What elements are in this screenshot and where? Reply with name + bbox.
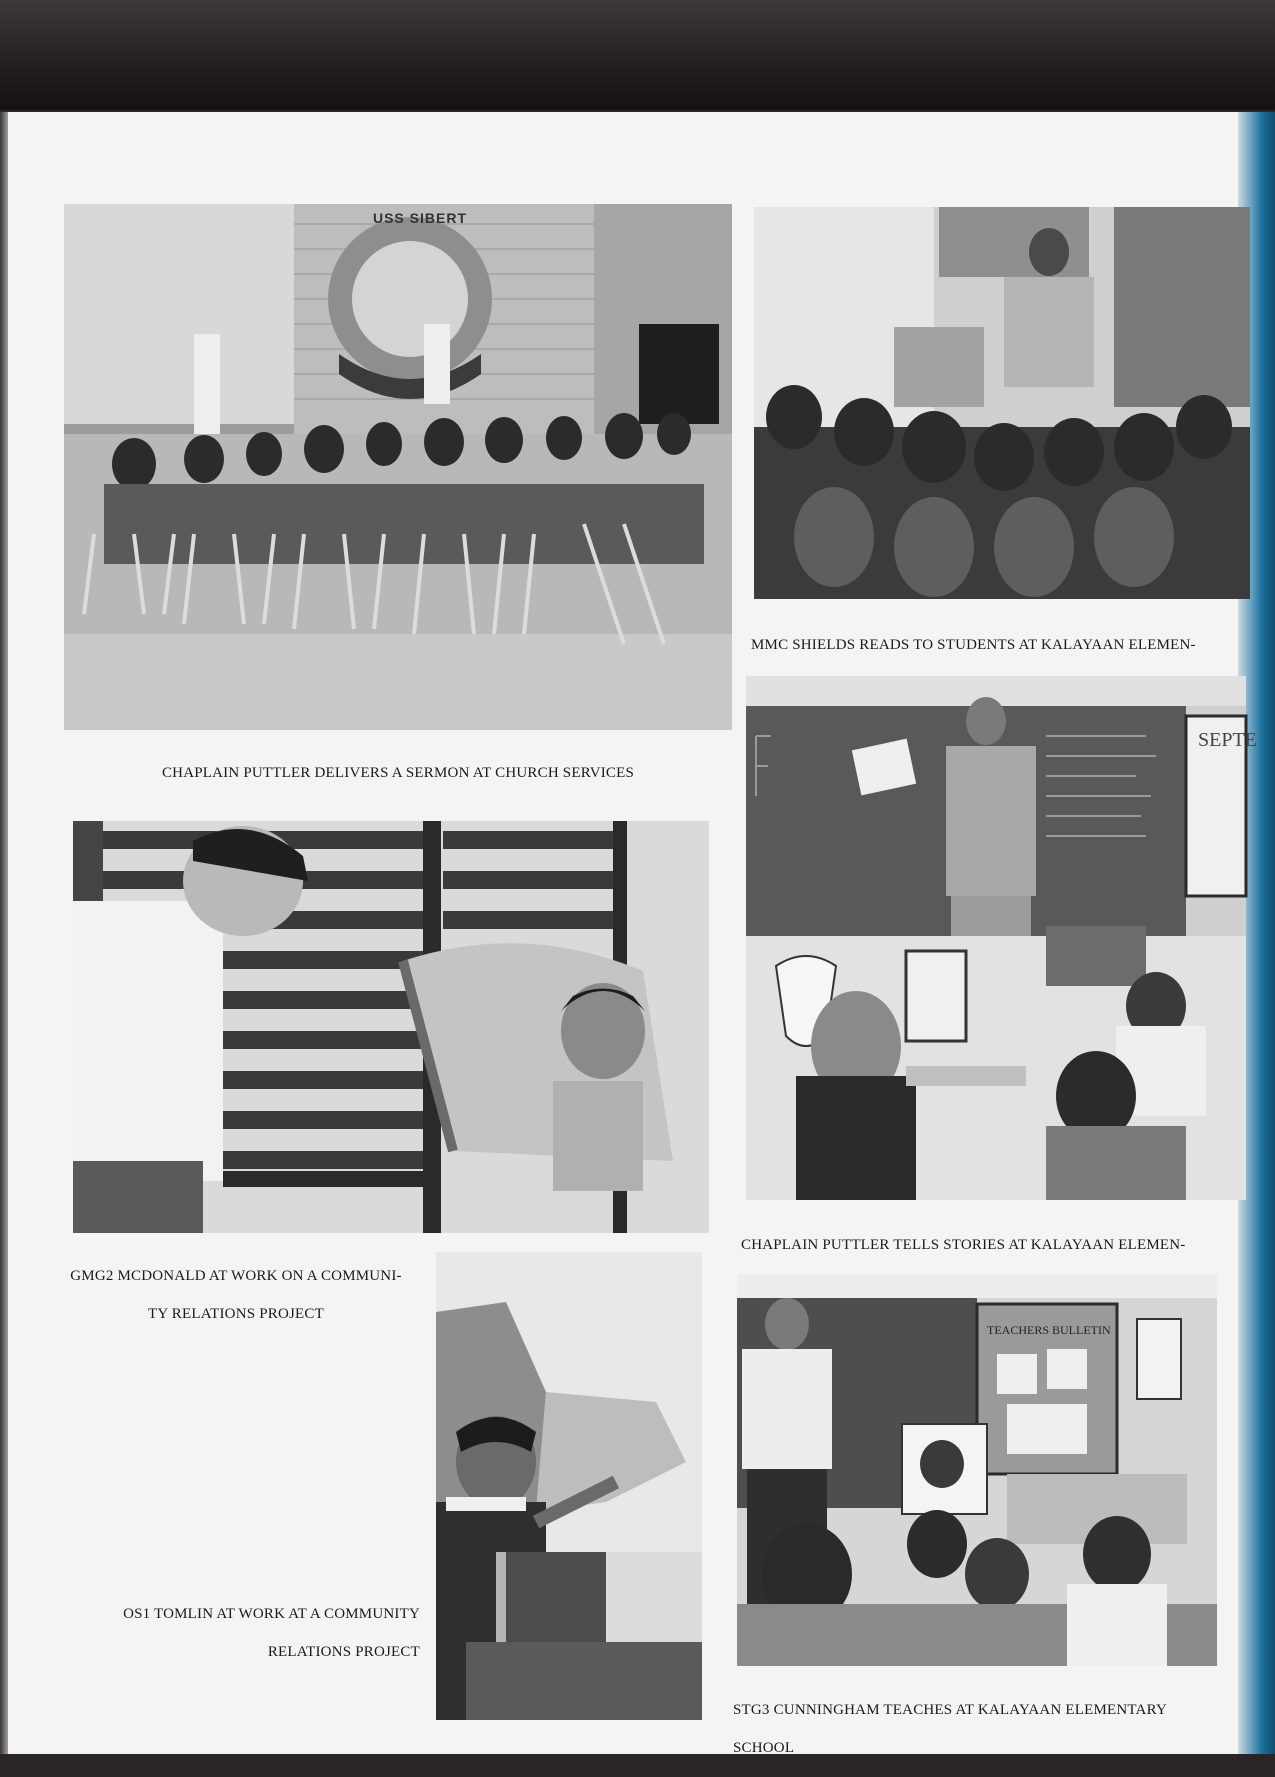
photo-cunningham-teaches [737,1274,1217,1666]
caption-line: GMG2 MCDONALD AT WORK ON A COMMUNI- [70,1268,402,1284]
scanner-shadow-top [0,0,1275,110]
photo-gmg2-project [73,821,709,1233]
ship-emblem-text: USS SIBERT [372,210,467,226]
calendar-heading: SEPTE [1198,729,1257,751]
caption-line: CHAPLAIN PUTTLER DELIVERS A SERMON AT CHURCH SERVICES [161,765,635,781]
caption-line: TY RELATIONS PROJECT [148,1306,324,1322]
photo-os1-project [436,1252,702,1720]
caption-church-services [64,745,732,802]
caption-line: OS1 TOMLIN AT WORK AT A COMMUNITY [123,1606,420,1622]
bulletin-board-heading: TEACHERS BULLETIN [987,1323,1111,1337]
caption-line: MMC SHIELDS READS TO STUDENTS AT KALAYAAN ELEMEN- [751,637,1196,653]
caption-os1-project [60,1586,420,1681]
caption-line: RELATIONS PROJECT [267,1644,420,1660]
photo-reads-to-students [754,207,1250,599]
caption-line: SCHOOL [733,1740,795,1756]
caption-gmg2-project [52,1248,420,1343]
caption-line: CHAPLAIN PUTTLER TELLS STORIES AT KALAYAAN ELEMEN- [741,1237,1186,1253]
photo-tells-stories [746,676,1257,1200]
caption-line: STG3 CUNNINGHAM TEACHES AT KALAYAAN ELEMENTARY [733,1702,1167,1718]
photo-church-services [64,204,732,730]
caption-cunningham-teaches [733,1682,1233,1777]
